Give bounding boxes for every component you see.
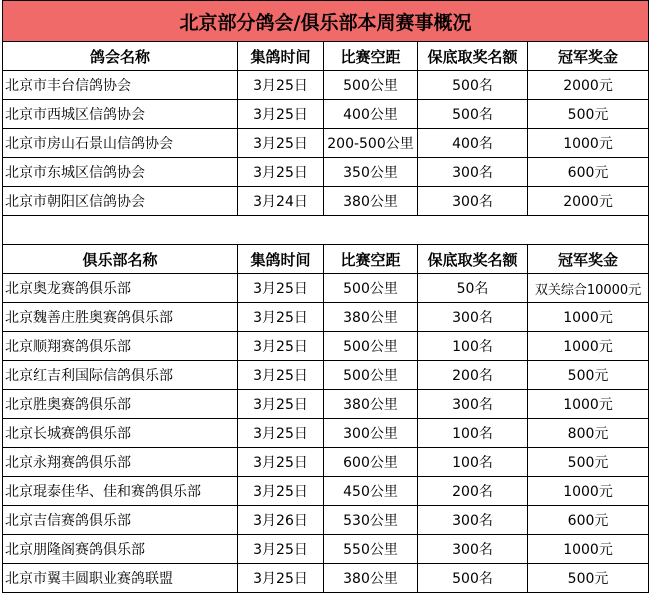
cell-distance: 400公里: [324, 100, 418, 129]
cell-distance: 500公里: [324, 332, 418, 361]
club-row: [3, 419, 649, 448]
spacer-cell: [3, 216, 649, 245]
association-header-row: [3, 42, 649, 71]
cell-quota: 500名: [418, 564, 528, 593]
cell-distance: 450公里: [324, 477, 418, 506]
cell-date: 3月24日: [238, 187, 324, 216]
cell-prize: 1000元: [528, 477, 649, 506]
header-assoc-name: 鸽会名称: [3, 42, 238, 71]
club-row: [3, 564, 649, 593]
cell-quota: 200名: [418, 361, 528, 390]
association-row: [3, 100, 649, 129]
cell-name: 北京市东城区信鸽协会: [3, 158, 238, 187]
cell-distance: 550公里: [324, 535, 418, 564]
cell-name: 北京市朝阳区信鸽协会: [3, 187, 238, 216]
cell-name: 北京市房山石景山信鸽协会: [3, 129, 238, 158]
table-title: 北京部分鸽会/俱乐部本周赛事概况: [3, 1, 649, 42]
club-row: [3, 535, 649, 564]
cell-date: 3月25日: [238, 390, 324, 419]
club-row: [3, 448, 649, 477]
cell-name: 北京顺翔赛鸽俱乐部: [3, 332, 238, 361]
cell-date: 3月25日: [238, 332, 324, 361]
cell-date: 3月25日: [238, 71, 324, 100]
cell-prize: 1000元: [528, 535, 649, 564]
cell-prize: 双关综合10000元: [528, 274, 649, 303]
header-quota: 保底取奖名额: [418, 42, 528, 71]
cell-name: 北京魏善庄胜奥赛鸽俱乐部: [3, 303, 238, 332]
header-distance: 比赛空距: [324, 42, 418, 71]
cell-date: 3月25日: [238, 448, 324, 477]
cell-prize: 1000元: [528, 332, 649, 361]
cell-date: 3月26日: [238, 506, 324, 535]
cell-quota: 100名: [418, 448, 528, 477]
cell-quota: 300名: [418, 158, 528, 187]
header-prize: 冠军奖金: [528, 245, 649, 274]
header-date: 集鸽时间: [238, 245, 324, 274]
cell-date: 3月25日: [238, 564, 324, 593]
cell-quota: 500名: [418, 71, 528, 100]
cell-distance: 500公里: [324, 71, 418, 100]
club-row: [3, 390, 649, 419]
cell-distance: 350公里: [324, 158, 418, 187]
cell-distance: 380公里: [324, 303, 418, 332]
cell-distance: 500公里: [324, 274, 418, 303]
cell-quota: 100名: [418, 419, 528, 448]
cell-prize: 2000元: [528, 71, 649, 100]
association-row: [3, 158, 649, 187]
cell-prize: 1000元: [528, 129, 649, 158]
cell-quota: 100名: [418, 332, 528, 361]
cell-quota: 300名: [418, 535, 528, 564]
cell-prize: 500元: [528, 361, 649, 390]
club-row: [3, 332, 649, 361]
cell-name: 北京市西城区信鸽协会: [3, 100, 238, 129]
cell-quota: 300名: [418, 390, 528, 419]
cell-date: 3月25日: [238, 100, 324, 129]
cell-distance: 300公里: [324, 419, 418, 448]
cell-prize: 1000元: [528, 303, 649, 332]
cell-date: 3月25日: [238, 535, 324, 564]
cell-date: 3月25日: [238, 303, 324, 332]
cell-quota: 500名: [418, 100, 528, 129]
cell-name: 北京市丰台信鸽协会: [3, 71, 238, 100]
cell-name: 北京永翔赛鸽俱乐部: [3, 448, 238, 477]
club-row: [3, 477, 649, 506]
club-row: [3, 506, 649, 535]
cell-name: 北京朋隆阁赛鸽俱乐部: [3, 535, 238, 564]
cell-date: 3月25日: [238, 158, 324, 187]
header-club-name: 俱乐部名称: [3, 245, 238, 274]
cell-distance: 530公里: [324, 506, 418, 535]
cell-date: 3月25日: [238, 129, 324, 158]
cell-distance: 600公里: [324, 448, 418, 477]
cell-name: 北京琨泰佳华、佳和赛鸽俱乐部: [3, 477, 238, 506]
cell-prize: 600元: [528, 506, 649, 535]
cell-name: 北京胜奥赛鸽俱乐部: [3, 390, 238, 419]
cell-date: 3月25日: [238, 361, 324, 390]
cell-prize: 2000元: [528, 187, 649, 216]
cell-prize: 1000元: [528, 390, 649, 419]
header-distance: 比赛空距: [324, 245, 418, 274]
association-row: [3, 129, 649, 158]
association-row: [3, 187, 649, 216]
header-quota: 保底取奖名额: [418, 245, 528, 274]
cell-prize: 500元: [528, 100, 649, 129]
cell-name: 北京红吉利国际信鸽俱乐部: [3, 361, 238, 390]
cell-quota: 300名: [418, 303, 528, 332]
club-row: [3, 361, 649, 390]
header-prize: 冠军奖金: [528, 42, 649, 71]
cell-name: 北京奥龙赛鸽俱乐部: [3, 274, 238, 303]
cell-date: 3月25日: [238, 477, 324, 506]
cell-distance: 380公里: [324, 564, 418, 593]
cell-quota: 300名: [418, 506, 528, 535]
cell-quota: 400名: [418, 129, 528, 158]
cell-quota: 300名: [418, 187, 528, 216]
club-header-row: [3, 245, 649, 274]
cell-date: 3月25日: [238, 274, 324, 303]
club-row: [3, 274, 649, 303]
cell-name: 北京长城赛鸽俱乐部: [3, 419, 238, 448]
cell-distance: 200-500公里: [324, 129, 418, 158]
cell-prize: 600元: [528, 158, 649, 187]
cell-date: 3月25日: [238, 419, 324, 448]
spacer-row: [3, 216, 649, 245]
cell-name: 北京吉信赛鸽俱乐部: [3, 506, 238, 535]
cell-prize: 800元: [528, 419, 649, 448]
association-row: [3, 71, 649, 100]
header-date: 集鸽时间: [238, 42, 324, 71]
cell-distance: 380公里: [324, 187, 418, 216]
cell-quota: 200名: [418, 477, 528, 506]
cell-distance: 380公里: [324, 390, 418, 419]
cell-distance: 500公里: [324, 361, 418, 390]
club-row: [3, 303, 649, 332]
cell-prize: 500元: [528, 448, 649, 477]
cell-prize: 500元: [528, 564, 649, 593]
events-table: [2, 0, 649, 593]
cell-name: 北京市翼丰圆职业赛鸽联盟: [3, 564, 238, 593]
cell-quota: 50名: [418, 274, 528, 303]
